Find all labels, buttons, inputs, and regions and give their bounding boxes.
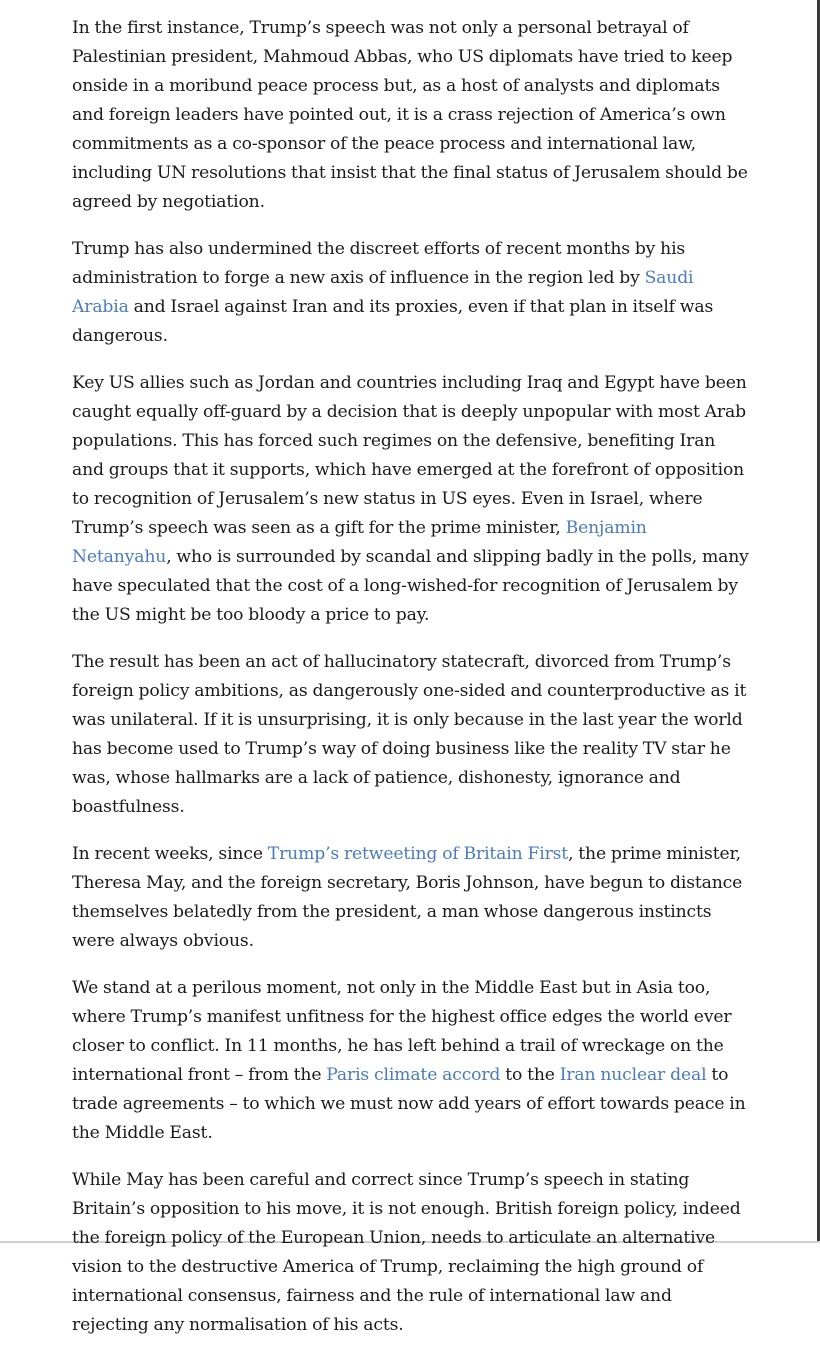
paragraph-text: , who is surrounded by scandal and slipping badly in the polls, many have speculated that the cost of a long-wished-for recognition of Jerusalem by the US might be too bloody a price to pay.: [72, 547, 749, 625]
inline-link[interactable]: Paris climate accord: [326, 1065, 501, 1085]
paragraph-text: In the first instance, Trump’s speech was not only a personal betrayal of Palestinian president, Mahmoud Abbas, who US diplomats have tried to keep onside in a moribund peace process but, as a host of analysts and diplomats and foreign leaders have pointed out, it is a crass rejection of America’s own commitments as a co-sponsor of the peace process and international law, including UN resolutions that insist that the final status of Jerusalem should be agreed by negotiation.: [72, 18, 748, 212]
article-paragraph: [72, 14, 750, 217]
paragraph-text: , the prime minister, Theresa May, and the foreign secretary, Boris Johnson, have begun to distance themselves belatedly from the president, a man whose dangerous instincts were always obvious.: [72, 844, 743, 951]
paragraph-text: The result has been an act of hallucinatory statecraft, divorced from Trump’s foreign policy ambitions, as dangerously one-sided and counterproductive as it was unilateral. If it is unsurprising, it is only because in the last year the world has become used to Trump’s way of doing business like the reality TV star he was, whose hallmarks are a lack of patience, dishonesty, ignorance and boastfulness.: [72, 652, 747, 817]
article-paragraph: [72, 369, 750, 630]
inline-link[interactable]: Benjamin Netanyahu: [72, 518, 647, 567]
article-paragraph: [72, 840, 750, 956]
paragraph-text: Key US allies such as Jordan and countries including Iraq and Egypt have been caught equally off-guard by a decision that is deeply unpopular with most Arab populations. This has forced such regimes on the defensive, benefiting Iran and groups that it supports, which have emerged at the forefront of opposition to recognition of Jerusalem’s new status in US eyes. Even in Israel, where Trump’s speech was seen as a gift for the prime minister,: [72, 373, 747, 538]
inline-link[interactable]: Saudi Arabia: [72, 268, 694, 317]
article-body: [72, 14, 750, 1358]
inline-link[interactable]: Iran nuclear deal: [559, 1065, 707, 1085]
paragraph-text: We stand at a perilous moment, not only in the Middle East but in Asia too, where Trump’s manifest unfitness for the highest office edges the world ever closer to conflict. In 11 months, he has left behind a trail of wreckage on the international front – from the: [72, 978, 732, 1085]
paragraph-text: to the: [500, 1065, 560, 1085]
article-paragraph: [72, 648, 750, 822]
article-paragraph: [72, 235, 750, 351]
paragraph-text: and Israel against Iran and its proxies, even if that plan in itself was dangerous.: [72, 297, 714, 346]
inline-link[interactable]: Trump’s retweeting of Britain First: [267, 844, 569, 864]
paragraph-text: While May has been careful and correct since Trump’s speech in stating Britain’s opposition to his move, it is not enough. British foreign policy, indeed the foreign policy of the European Union, needs to articulate an alternative vision to the destructive America of Trump, reclaiming the high ground of international consensus, fairness and the rule of international law and rejecting any normalisation of his acts.: [72, 1170, 741, 1335]
article-paragraph: [72, 974, 750, 1148]
paragraph-text: to trade agreements – to which we must now add years of effort towards peace in the Middle East.: [72, 1065, 746, 1143]
paragraph-text: Trump has also undermined the discreet efforts of recent months by his administration to forge a new axis of influence in the region led by: [72, 239, 686, 288]
paragraph-text: In recent weeks, since: [72, 844, 268, 864]
article-paragraph: [72, 1166, 750, 1340]
